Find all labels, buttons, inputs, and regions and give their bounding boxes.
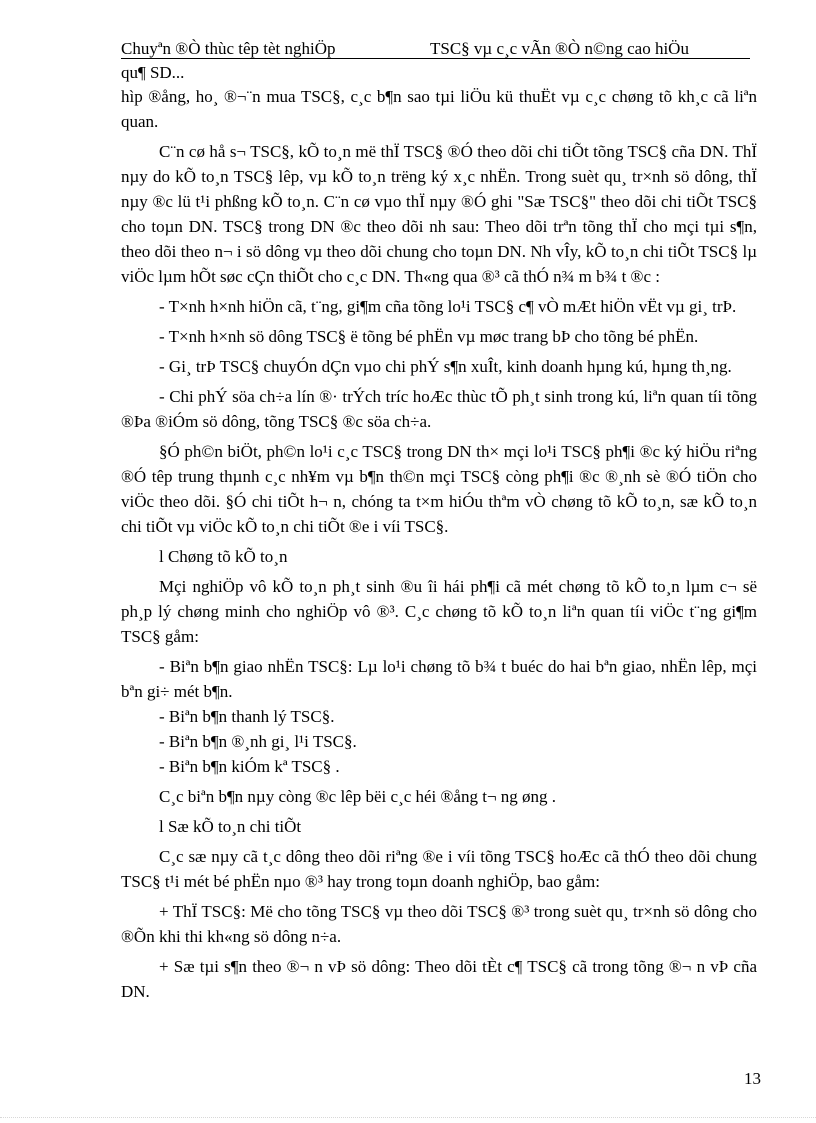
paragraph: Mçi nghiÖp vô kÕ to¸n ph¸t sinh ®u îi hái ph¶i cã mét chøng tõ kÕ to¸n lµm c¬ së ph¸p lý chøng minh cho nghiÖp vô ®³. C¸c chøng tõ kÕ to¸n liªn quan tíi viÖc t¨ng gi¶m TSC§ gåm: xyxy=(121,577,757,646)
header-left-title: Chuyªn ®Ò thùc têp tèt nghiÖp xyxy=(121,39,336,58)
list-item: - Biªn b¶n kiÓm kª TSC§ . xyxy=(159,757,340,776)
section-heading: l Sæ kÕ to¸n chi tiÕt xyxy=(159,817,302,836)
list-item: - Biªn b¶n ®¸nh gi¸ l¹i TSC§. xyxy=(159,732,357,751)
list-item: - Biªn b¶n thanh lý TSC§. xyxy=(159,707,335,726)
page-number: 13 xyxy=(744,1069,761,1088)
header-continuation: qu¶ SD... xyxy=(121,63,185,82)
list-item: + ThÏ TSC§: Më cho tõng TSC§ vµ theo dõi TSC§ ®³ trong suèt qu¸ tr×nh sö dông cho ®Õn khi thi kh«ng sö dông n÷a. xyxy=(121,902,757,946)
footer-divider xyxy=(0,1117,816,1118)
paragraph: C¨n cø hå s¬ TSC§, kÕ to¸n më thÏ TSC§ ®Ó theo dõi chi tiÕt tõng TSC§ cña DN. ThÏ nµy do kÕ to¸n TSC§ lêp, vµ kÕ to¸n trëng ký x¸c nhËn. Trong suèt qu¸ tr×nh sö dông, thÏ nµy ®c lü t¹i phßng kÕ to¸n. C¨n cø vµo thÏ nµy ®Ó ghi "Sæ TSC§" theo dõi chi tiÕt TSC§ cho toµn DN. TSC§ trong DN ®c theo dõi nh sau: Theo dõi trªn tõng thÏ cho mçi tµi s¶n, theo dõi theo n¬ i sö dông vµ theo dõi chung cho toµn DN. Nh vÎy, kÕ to¸n chi tiÕt TSC§ lµ viÖc lµm hÕt søc cÇn thiÕt cho c¸c DN. Th«ng qua ®³ cã thÓ n¾ m b¾ t ®c : xyxy=(121,142,757,286)
paragraph: C¸c biªn b¶n nµy còng ®c lêp bëi c¸c héi ®ång t¬ ng øng . xyxy=(159,787,557,806)
list-item: - Biªn b¶n giao nhËn TSC§: Lµ lo¹i chøng tõ b¾ t buéc do hai bªn giao, nhËn lêp, mçi bªn gi÷ mét b¶n. xyxy=(121,657,757,701)
list-item: + Sæ tµi s¶n theo ®¬ n vÞ sö dông: Theo dõi tÈt c¶ TSC§ cã trong tõng ®¬ n vÞ cña DN. xyxy=(121,957,757,1001)
list-item: - T×nh h×nh hiÖn cã, t¨ng, gi¶m cña tõng lo¹i TSC§ c¶ vÒ mÆt hiÖn vËt vµ gi¸ trÞ. xyxy=(159,297,737,316)
header-right-title: TSC§ vµ c¸c vÃn ®Ò n©ng cao hiÖu xyxy=(430,39,689,58)
body-text xyxy=(121,84,757,1009)
paragraph: §Ó ph©n biÖt, ph©n lo¹i c¸c TSC§ trong DN th× mçi lo¹i TSC§ ph¶i ®c ký hiÖu riªng ®Ó têp trung thµnh c¸c nh¥m vµ b¶n th©n mçi TSC§ còng ph¶i ®c ®¸nh sè ®Ó tiÖn cho viÖc theo dõi. §Ó chi tiÕt h¬ n, chóng ta t×m hiÓu thªm vÒ chøng tõ kÕ to¸n, sæ kÕ to¸n chi tiÕt vµ viÖc kÕ to¸n chi tiÕt ®e i víi TSC§. xyxy=(121,442,757,536)
list-item: - Gi¸ trÞ TSC§ chuyÓn dÇn vµo chi phÝ s¶n xuÎt, kinh doanh hµng kú, hµng th¸ng. xyxy=(159,357,732,376)
list-item: - Chi phÝ söa ch÷a lín ®· trÝch tríc hoÆc thùc tÕ ph¸t sinh trong kú, liªn quan tíi tõng ®Þa ®iÓm sö dông, tõng TSC§ ®c söa ch÷a. xyxy=(121,387,757,431)
list-item: - T×nh h×nh sö dông TSC§ ë tõng bé phËn vµ møc trang bÞ cho tõng bé phËn. xyxy=(159,327,699,346)
paragraph: hìp ®ång, ho¸ ®¬¨n mua TSC§, c¸c b¶n sao tµi liÖu kü thuËt vµ c¸c chøng tõ kh¸c cã liªn quan. xyxy=(121,87,757,131)
header-rule xyxy=(121,58,750,59)
paragraph: C¸c sæ nµy cã t¸c dông theo dõi riªng ®e i víi tõng TSC§ hoÆc cã thÓ theo dõi chung TSC§ t¹i mét bé phËn nµo ®³ hay trong toµn doanh nghiÖp, bao gåm: xyxy=(121,847,757,891)
section-heading: l Chøng tõ kÕ to¸n xyxy=(159,547,288,566)
